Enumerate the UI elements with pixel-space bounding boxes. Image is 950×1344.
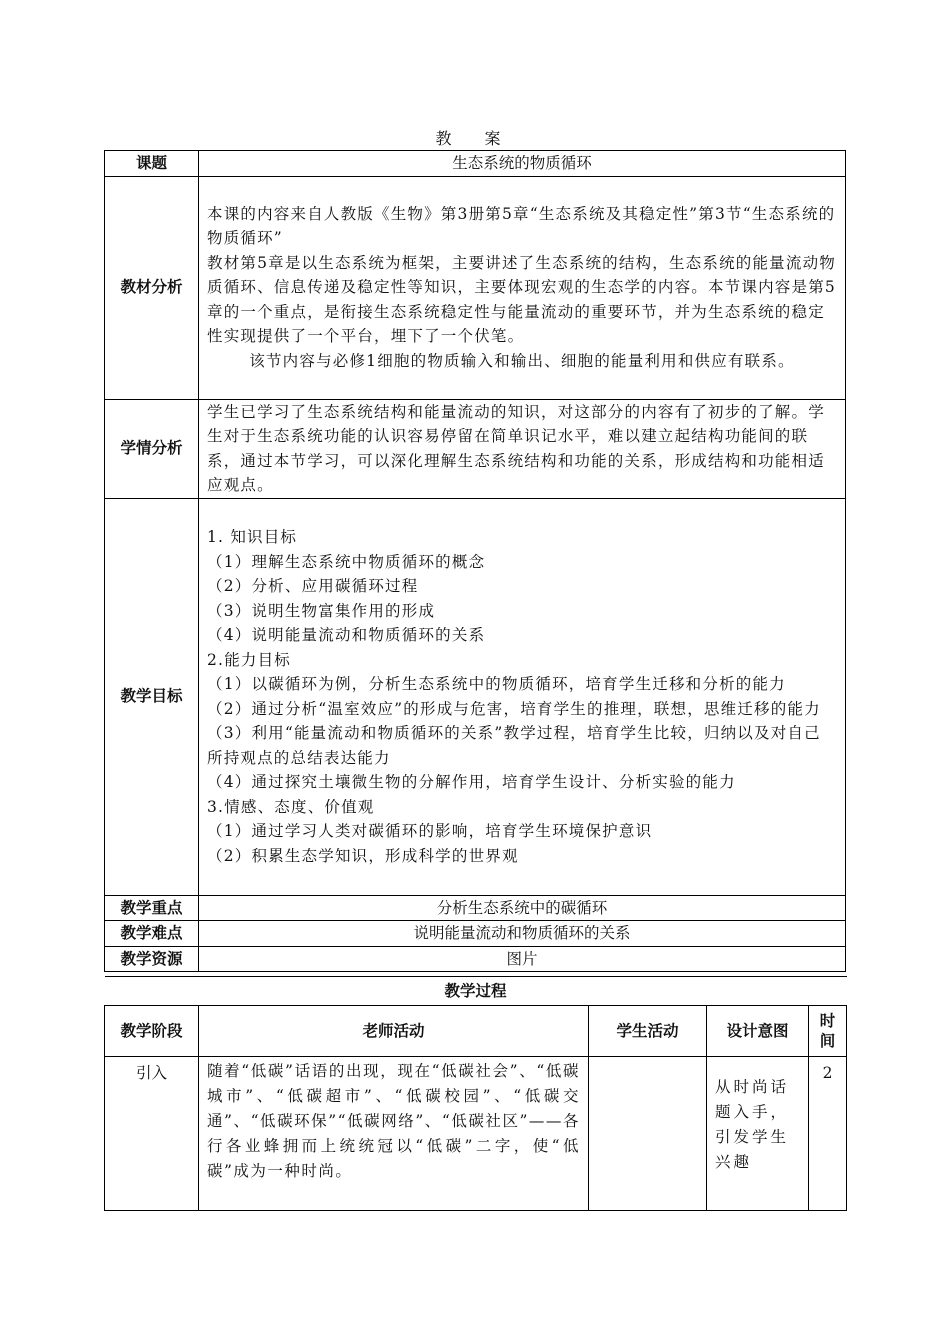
row-topic — [105, 151, 846, 177]
objective-line: （4）通过探究土壤微生物的分解作用，培育学生设计、分析实验的能力 — [207, 773, 736, 791]
lesson-plan-table — [104, 150, 846, 972]
objective-line: （1）通过学习人类对碳循环的影响，培育学生环境保护意识 — [207, 822, 653, 840]
process-header-row — [105, 1006, 847, 1057]
row-textbook-analysis — [105, 176, 846, 399]
student-activity-cell — [589, 1057, 707, 1211]
topic-value: 生态系统的物质循环 — [199, 151, 846, 177]
header-time: 时间 — [809, 1006, 847, 1057]
teaching-objectives-content — [199, 498, 846, 895]
resources-value: 图片 — [199, 946, 846, 972]
difficulty-value: 说明能量流动和物质循环的关系 — [199, 921, 846, 947]
objective-line: （3）利用“能量流动和物质循环的关系”教学过程，培育学生比较，归纳以及对自己所持观点的总结表达能力 — [207, 724, 821, 767]
header-teacher: 老师活动 — [199, 1006, 589, 1057]
row-student-analysis — [105, 399, 846, 498]
key-point-label: 教学重点 — [105, 895, 199, 921]
teacher-activity-cell: 随着“低碳”话语的出现，现在“低碳社会”、“低碳城市”、“低碳超市”、“低碳校园”、“低碳交通”、“低碳环保”“低碳网络”、“低碳社区”——各行各业蜂拥而上统统冠以“低碳”二字，使“低碳”成为一种时尚。 — [199, 1057, 589, 1211]
objective-line: （1）以碳循环为例，分析生态系统中的物质循环，培育学生迁移和分析的能力 — [207, 675, 786, 693]
stage-cell: 引入 — [105, 1057, 199, 1211]
header-stage: 教学阶段 — [105, 1006, 199, 1057]
objective-line: 1. 知识目标 — [207, 528, 298, 546]
objective-line: （2）通过分析“温室效应”的形成与危害，培育学生的推理，联想，思维迁移的能力 — [207, 699, 821, 718]
objective-line: （4）说明能量流动和物质循环的关系 — [207, 626, 486, 644]
document-title: 教 案 — [435, 129, 515, 148]
textbook-analysis-label: 教材分析 — [105, 176, 199, 399]
process-title: 教学过程 — [105, 977, 847, 1006]
topic-label: 课题 — [105, 151, 199, 177]
design-intent-cell: 从时尚话题入手，引发学生兴趣 — [707, 1057, 809, 1211]
key-point-value: 分析生态系统中的碳循环 — [199, 895, 846, 921]
textbook-analysis-line-3: 该节内容与必修1细胞的物质输入和输出、细胞的能量利用和供应有联系。 — [249, 351, 795, 370]
teaching-process-table — [104, 976, 847, 1211]
objective-line: 3.情感、态度、价值观 — [207, 797, 375, 816]
objective-line: （3）说明生物富集作用的形成 — [207, 601, 436, 620]
row-difficulty — [105, 921, 846, 947]
process-row — [105, 1057, 847, 1211]
textbook-analysis-line-2: 教材第5章是以生态系统为框架，主要讲述了生态系统的结构，生态系统的能量流动物质循环、信息传递及稳定性等知识，主要体现宏观的生态学的内容。本节课内容是第5章的一个重点，是衔接生态系统稳定性与能量流动的重要环节，并为生态系统的稳定性实现提供了一个平台，埋下了一个伏笔。 — [207, 253, 836, 346]
time-cell: 2 — [809, 1057, 847, 1211]
header-student: 学生活动 — [589, 1006, 707, 1057]
process-title-row — [105, 977, 847, 1006]
difficulty-label: 教学难点 — [105, 921, 199, 947]
textbook-analysis-line-1: 本课的内容来自人教版《生物》第3册第5章“生态系统及其稳定性”第3节“生态系统的物质循环” — [207, 204, 836, 248]
row-resources — [105, 946, 846, 972]
header-design: 设计意图 — [707, 1006, 809, 1057]
resources-label: 教学资源 — [105, 946, 199, 972]
row-teaching-objectives — [105, 498, 846, 895]
student-analysis-label: 学情分析 — [105, 399, 199, 498]
row-key-point — [105, 895, 846, 921]
objective-line: （2）分析、应用碳循环过程 — [207, 577, 419, 595]
objective-line: 2.能力目标 — [207, 650, 291, 669]
student-analysis-content: 学生已学习了生态系统结构和能量流动的知识，对这部分的内容有了初步的了解。学生对于生态系统功能的认识容易停留在简单识记水平，难以建立起结构功能间的联系，通过本节学习，可以深化理解生态系统结构和功能的关系，形成结构和功能相适应观点。 — [199, 399, 846, 498]
teaching-objectives-label: 教学目标 — [105, 498, 199, 895]
textbook-analysis-content — [199, 176, 846, 399]
objective-line: （1）理解生态系统中物质循环的概念 — [207, 552, 486, 571]
objective-line: （2）积累生态学知识，形成科学的世界观 — [207, 846, 519, 865]
